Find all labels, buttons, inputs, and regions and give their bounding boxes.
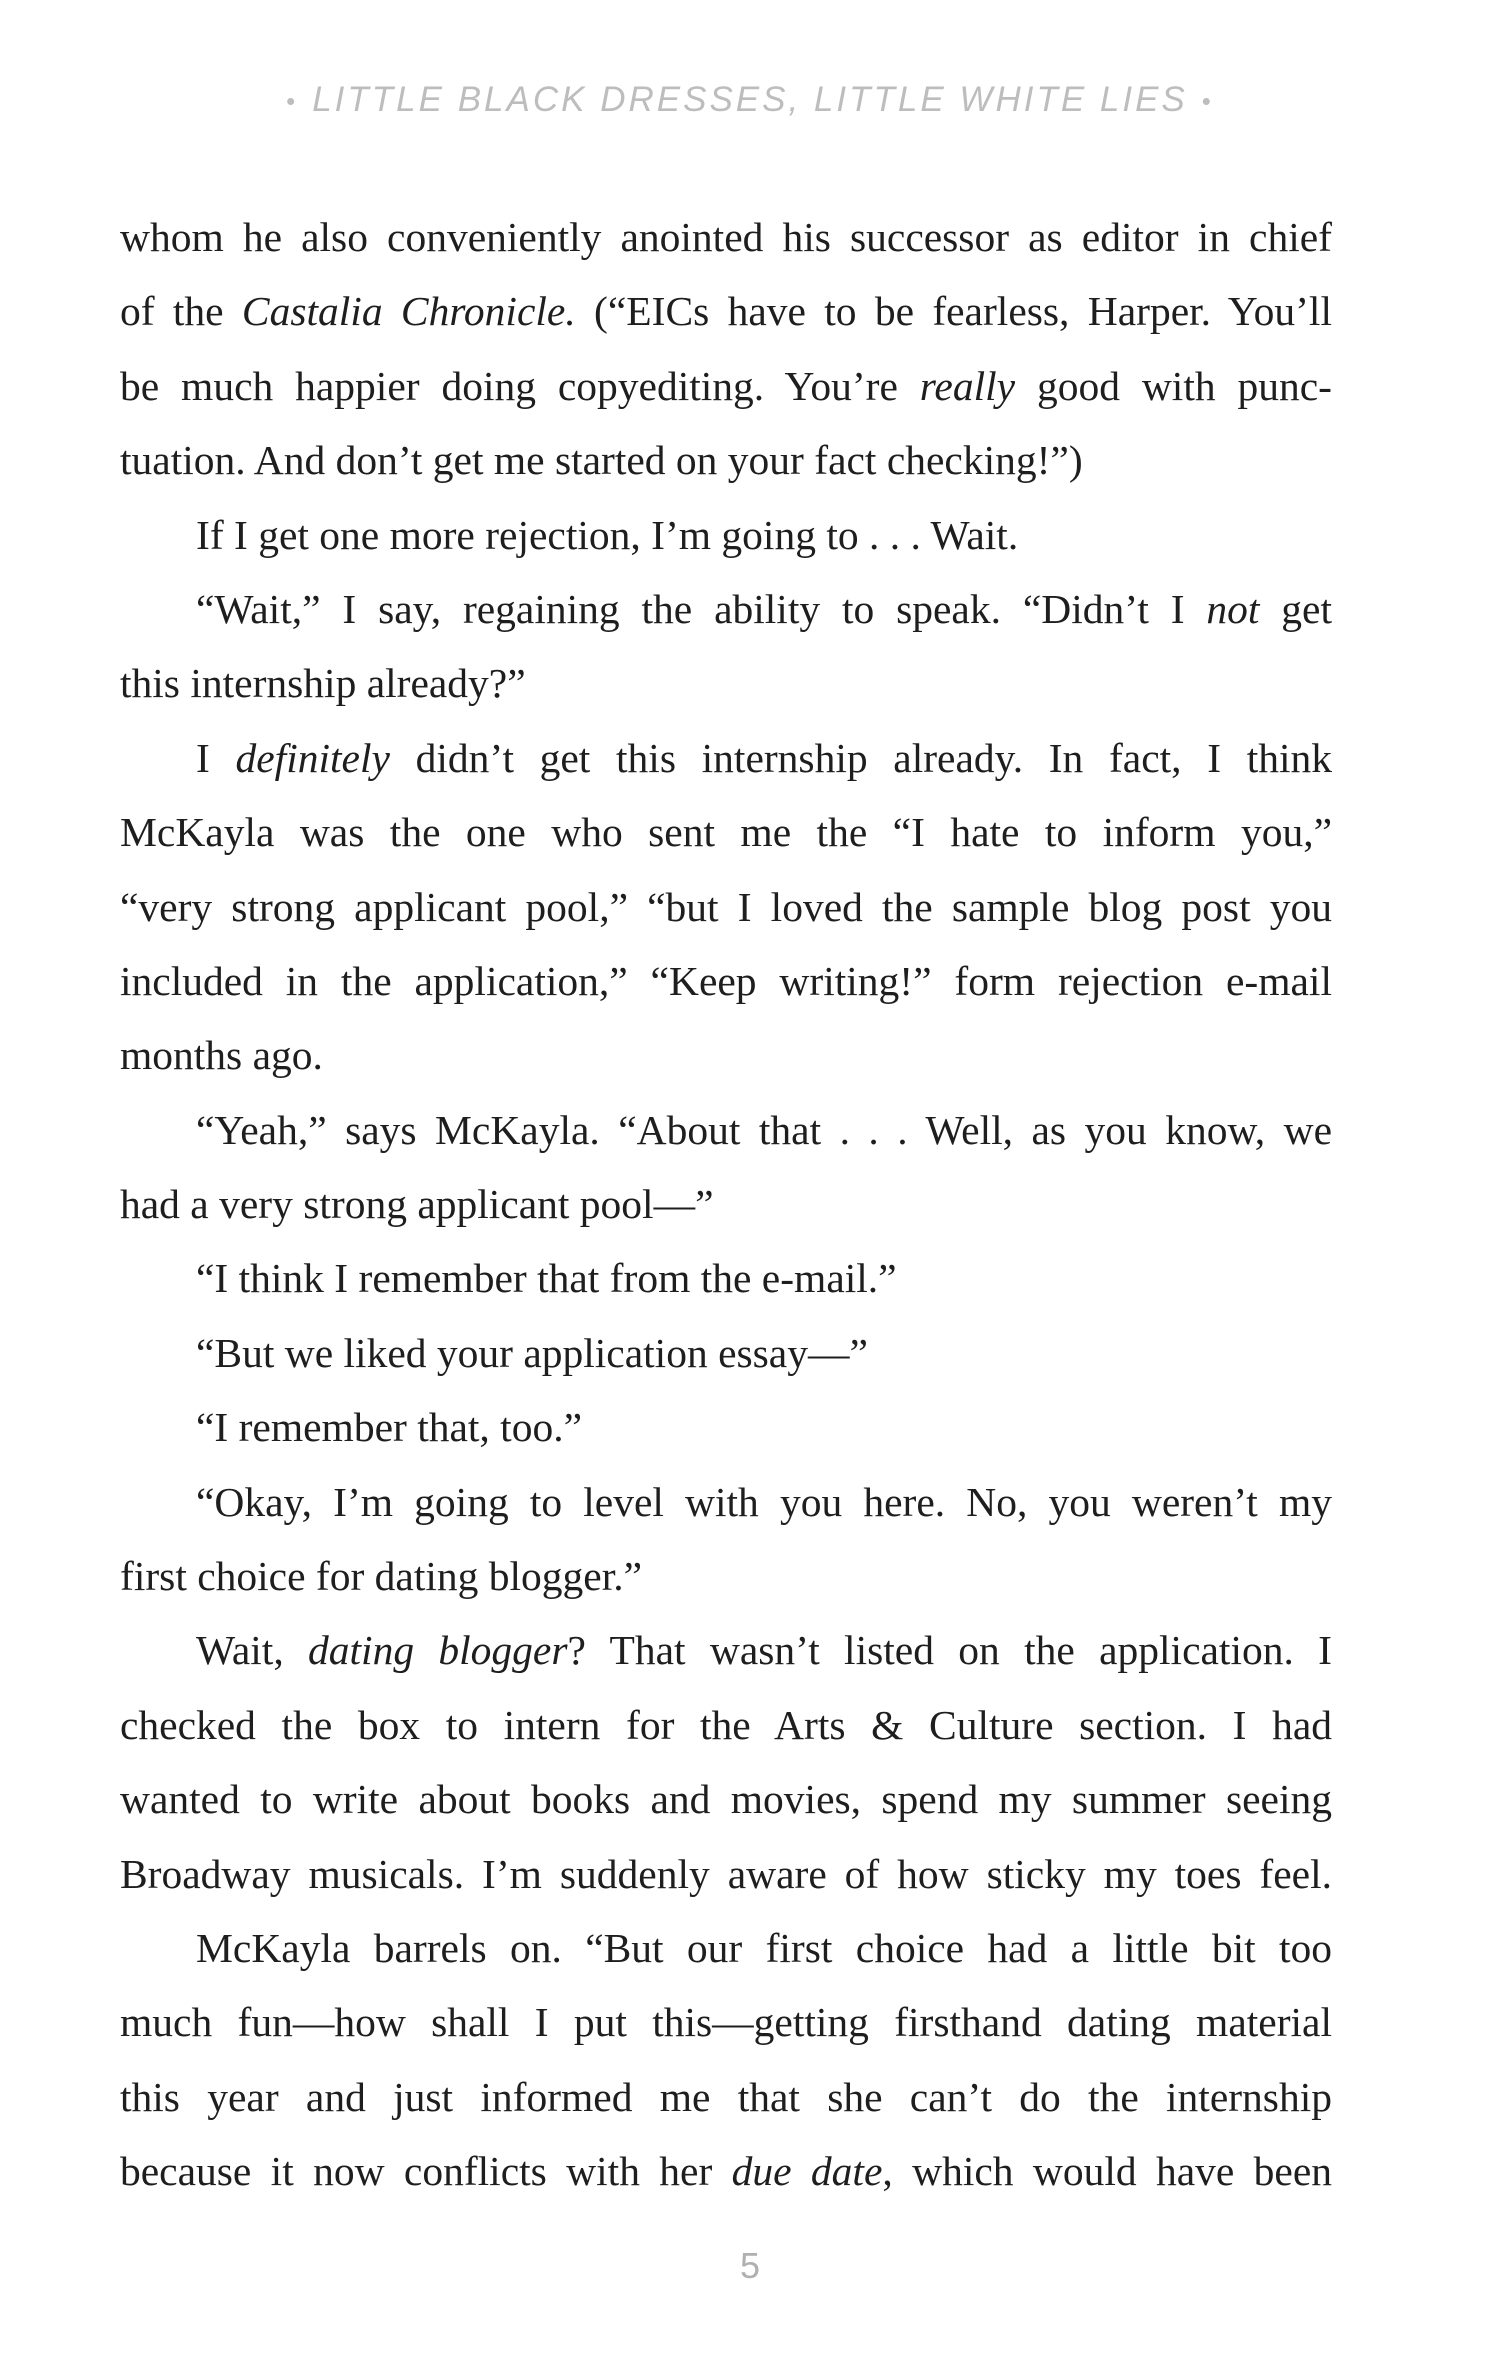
header-bullet-left: • — [286, 86, 299, 117]
text-line: included in the application,” “Keep writing!” form rejection e-mail — [120, 957, 1332, 1004]
italic-text: really — [919, 362, 1016, 409]
italic-text: due date — [731, 2148, 883, 2195]
text-line: “I remember that, too.” — [196, 1404, 583, 1451]
text-line: this year and just informed me that she can’t do the internship — [120, 2073, 1332, 2120]
text-line: checked the box to intern for the Arts & Culture section. I had — [120, 1701, 1332, 1748]
text-line: tuation. And don’t get me started on your fact checking!”) — [120, 437, 1083, 484]
text-line: “Yeah,” says McKayla. “About that . . . Well, as you know, we — [196, 1106, 1332, 1153]
header-bullet-right: • — [1201, 86, 1214, 117]
page-number: 5 — [739, 2245, 761, 2286]
text-line: had a very strong applicant pool—” — [120, 1181, 714, 1228]
text-line: Wait, dating blogger? That wasn’t listed on the application. I — [196, 1627, 1332, 1674]
running-header — [0, 80, 1500, 120]
text-line: Broadway musicals. I’m suddenly aware of how sticky my toes feel. — [120, 1850, 1332, 1897]
text-line: much fun—how shall I put this—getting firsthand dating material — [120, 1999, 1332, 2046]
text-line: I definitely didn’t get this internship already. In fact, I think — [196, 734, 1332, 781]
text-line: McKayla was the one who sent me the “I hate to inform you,” — [120, 809, 1332, 856]
text-line: be much happier doing copyediting. You’re really good with punc- — [120, 362, 1332, 409]
text-line: If I get one more rejection, I’m going to . . . Wait. — [196, 511, 1019, 558]
text-line: whom he also conveniently anointed his successor as editor in chief — [120, 214, 1332, 260]
italic-text: definitely — [235, 734, 390, 781]
italic-text: not — [1206, 585, 1260, 632]
text-line: wanted to write about books and movies, spend my summer seeing — [120, 1776, 1332, 1823]
text-line: McKayla barrels on. “But our first choice had a little bit too — [196, 1924, 1332, 1971]
italic-text: Castalia Chronicle. — [241, 288, 576, 335]
text-line: “very strong applicant pool,” “but I loved the sample blog post you — [120, 883, 1332, 930]
text-line: this internship already?” — [120, 660, 526, 707]
text-line: “Okay, I’m going to level with you here. No, you weren’t my — [196, 1478, 1332, 1525]
text-line: first choice for dating blogger.” — [120, 1553, 643, 1600]
body-text — [120, 200, 1332, 2209]
text-line: because it now conflicts with her due date, which would have been — [120, 2148, 1333, 2195]
text-line: “Wait,” I say, regaining the ability to speak. “Didn’t I not get — [196, 585, 1332, 632]
italic-text: dating blogger — [308, 1627, 568, 1674]
text-line: “I think I remember that from the e-mail.” — [196, 1255, 897, 1302]
text-line: of the Castalia Chronicle. (“EICs have to be fearless, Harper. You’ll — [120, 288, 1332, 335]
running-header-title: LITTLE BLACK DRESSES, LITTLE WHITE LIES — [312, 80, 1188, 119]
text-line: “But we liked your application essay—” — [196, 1329, 868, 1376]
text-line: months ago. — [120, 1032, 323, 1079]
